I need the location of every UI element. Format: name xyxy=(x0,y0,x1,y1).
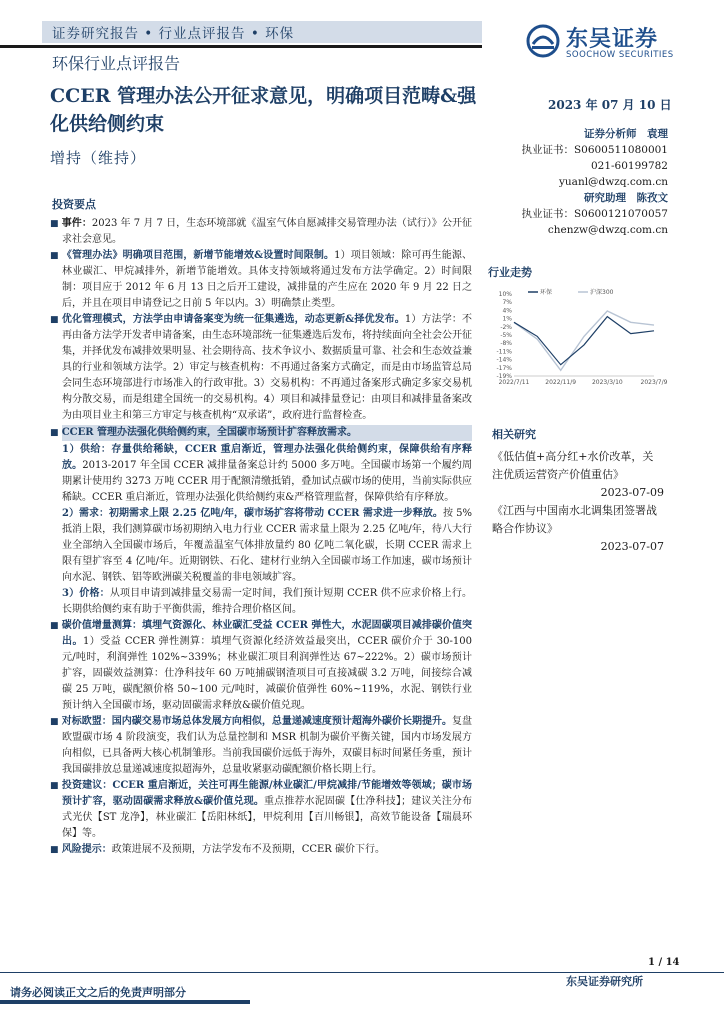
point-supply-demand: ■ CCER 管理办法强化供给侧约束，全国碳市场预计扩容释放需求。 xyxy=(62,425,472,441)
y-tick-label: -19% xyxy=(496,373,512,380)
report-date: 2023 年 07 月 10 日 xyxy=(548,98,672,112)
point-price: 3）价格：从项目申请到减排量交易需一定时间，我们预计短期 CCER 供不应求价格上行。长期供给侧约束有助于平衡供需，维持合理价格区间。 xyxy=(62,588,472,615)
footer-bar xyxy=(0,1000,250,1004)
point-scope: ■ 《管理办法》明确项目范围，新增节能增效&设置时间限制。1）项目领域：除可再生能源、林业碳汇、甲烷减排外，新增节能增效。具体支持领域将通过发布方法学确定。2）时间限制：项目应于 2012 年 6 月 13 日之后开工建设，减排量的产生应在 2020 年 9 月 22 日之后，并且在项目申请登记之日前 5 年以内。3）明确禁止类型。 xyxy=(50,250,472,309)
related-item-date: 2023-07-09 xyxy=(600,486,664,499)
related-heading: 相关研究 xyxy=(492,428,536,441)
page-number: 1 / 14 xyxy=(648,957,680,968)
point-investment: ■ 投资建议：CCER 重启渐近，关注可再生能源/林业碳汇/甲烷减排/节能增效等领域；碳市场预计扩容，驱动固碳需求释放&碳价值兑现。重点推荐水泥固碳【仕净科技】；建议关注分布式光伏【ST 龙净】，林业碳汇【岳阳林纸】，甲烷利用【百川畅银】，高效节能设备【瑞晨环保】等。 xyxy=(50,780,472,839)
analyst-2-email[interactable]: chenzw@dwzq.com.cn xyxy=(547,224,668,236)
y-tick-label: -8% xyxy=(500,340,512,348)
point-supply: 1）供给：存量供给稀缺，CCER 重启渐近，管理办法强化供给侧约束，保障供给有序释放。2013-2017 年全国 CCER 减排量备案总计约 5000 多万吨。全国碳市场第一个履约周期累计使用约 3273 万吨 CCER 用于配额清缴抵销，叠加试点碳市场的使用，当前实际供应稀缺。CCER 重启渐近，管理办法强化供给侧约束&严格管理监督，保障供给有序释放。 xyxy=(62,444,472,503)
analyst-1-cert: 执业证书：S0600511080001 xyxy=(521,144,668,156)
header-divider xyxy=(0,45,482,48)
y-tick-label: 7% xyxy=(502,299,512,307)
bullet-icon: ■ xyxy=(50,315,59,325)
x-tick-label: 2023/3/10 xyxy=(591,379,623,386)
brand-name-en: SOOCHOW SECURITIES xyxy=(566,50,674,60)
y-tick-label: -14% xyxy=(496,356,512,364)
analyst-2-role: 研究助理 陈孜文 xyxy=(584,192,668,204)
y-tick-label: 10% xyxy=(498,291,512,298)
point-event: ■ 事件：2023 年 7 月 7 日，生态环境部就《温室气体自愿减排交易管理办法（试行）》公开征求社会意见。 xyxy=(50,218,472,245)
bullet-icon: ■ xyxy=(50,845,59,855)
x-tick-label: 2023/7/9 xyxy=(640,379,668,386)
bullet-icon: ■ xyxy=(50,219,59,229)
point-management: ■ 优化管理模式，方法学由申请备案变为统一征集遴选，动态更新&择优发布。1）方法学：不再由备方法学开发者申请备案，由生态环境部统一征集遴选后发布，将持续面向全社会公开征集，并择优发布减排效果明显、社会期待高、技术争议小、数据质量可靠、社会和生态效益兼具的行业和领域方法学。2）审定与核查机构：不再通过备案方式确定，而是由市场监管总局会同生态环境部进行市场准入的行政审批。3）交易机构：不再通过备案形式确定多家交易机构分散交易，而是组建全国统一的交易机构。4）项目和减排量登记：由项目和减排量备案改为由项目业主和第三方审定与核查机构“双承诺”，政府进行监督检查。 xyxy=(50,314,472,421)
related-item-date: 2023-07-07 xyxy=(600,540,664,553)
footer-company: 东吴证券研究所 xyxy=(566,975,643,988)
related-research xyxy=(492,426,664,556)
soochow-logo-icon xyxy=(526,24,560,58)
y-tick-label: -2% xyxy=(500,323,512,331)
y-tick-label: 4% xyxy=(502,307,512,315)
trend-chart xyxy=(488,286,668,386)
disclaimer-link[interactable]: 请务必阅读正文之后的免责声明部分 xyxy=(10,986,186,999)
series-line-1 xyxy=(514,311,654,370)
point-carbon-value: ■ 碳价值增量测算：填埋气资源化、林业碳汇受益 CCER 弹性大，水泥固碳项目减排碳价值突出。1）受益 CCER 弹性测算：填埋气资源化经济效益最突出，CCER 碳价介于 30-100 元/吨时，利润弹性 102%~339%；林业碳汇项目利润弹性达 67~222%。2）碳市场预计扩容，固碳效益测算：仕净科技年 60 万吨捕碳钢渣项目可直接减碳 3.2 万吨，间接综合减碳 25 万吨，碳配额价格 50~100 元/吨时，减碳价值弹性 60%~119%，水泥、钢铁行业预计纳入全国碳市场，驱动固碳需求释放&碳价值兑现。 xyxy=(50,620,472,711)
brand-name: 东吴证券 xyxy=(566,27,659,52)
legend-label-b: 沪深300 xyxy=(590,289,614,296)
analyst-2-cert: 执业证书：S0600121070057 xyxy=(521,208,668,220)
point-eu-benchmark: ■ 对标欧盟：国内碳交易市场总体发展方向相似，总量递减速度预计超海外碳价长期提升。复盘欧盟碳市场 4 阶段演变，我们认为总量控制和 MSR 机制为碳价平衡关键，国内市场发展方向相似，已具备两大核心机制雏形。当前我国碳价远低于海外，双碳目标时间紧任务重，预计我国碳排放总量递减速度拟超海外，总量收紧驱动碳配额价格长期上行。 xyxy=(50,716,472,775)
y-tick-label: -5% xyxy=(500,332,512,339)
report-type: 环保行业点评报告 xyxy=(52,54,181,73)
key-points-heading: 投资要点 xyxy=(52,198,96,211)
y-tick-label: -17% xyxy=(496,364,512,372)
y-tick-label: 1% xyxy=(502,315,512,323)
bullet-icon: ■ xyxy=(50,781,59,791)
bullet-icon: ■ xyxy=(50,428,59,438)
key-points-body xyxy=(50,216,472,858)
rating: 增持（维持） xyxy=(50,149,147,167)
analyst-1-phone: 021-60199782 xyxy=(590,160,668,172)
x-tick-label: 2022/11/9 xyxy=(545,379,577,386)
point-demand: 2）需求：初期需求上限 2.25 亿吨/年，碳市场扩容将带动 CCER 需求进一步释放。按 5%抵消上限，我们测算碳市场初期纳入电力行业 CCER 需求量上限为 2.25 亿吨/年，待八大行业全部纳入全国碳市场后，年覆盖温室气体排放量约 80 亿吨二氧化碳，长期 CCER 需求上限有望扩容至 4 亿吨/年。近期钢铁、石化、建材行业纳入全国碳市场工作加速，碳市场预计向水泥、钢铁、铝等欧洲碳关税覆盖的非电领域扩容。 xyxy=(62,508,472,583)
bullet-icon: ■ xyxy=(50,251,59,261)
related-item-title[interactable]: 《低估值+高分红+水价改革，关注优质运营资产价值重估》 xyxy=(492,450,654,481)
series-line-0 xyxy=(514,317,654,365)
analyst-info xyxy=(508,126,668,238)
analyst-1-role: 证券分析师 袁理 xyxy=(584,128,668,140)
analyst-1-email[interactable]: yuanl@dwzq.com.cn xyxy=(558,176,668,188)
legend-label-a: 环保 xyxy=(540,289,553,296)
bullet-icon: ■ xyxy=(50,717,59,727)
trend-heading: 行业走势 xyxy=(488,266,532,279)
x-tick-label: 2022/7/11 xyxy=(498,379,530,386)
report-title: CCER 管理办法公开征求意见，明确项目范畴&强化供给侧约束 xyxy=(50,85,477,135)
bullet-icon: ■ xyxy=(50,621,59,631)
breadcrumb: 证券研究报告 • 行业点评报告 • 环保 xyxy=(52,26,295,42)
related-item-title[interactable]: 《江西与中国南水北调集团签署战略合作协议》 xyxy=(492,504,657,535)
point-risk: ■ 风险提示：政策进展不及预期，方法学发布不及预期，CCER 碳价下行。 xyxy=(50,844,386,855)
y-tick-label: -11% xyxy=(496,348,512,356)
